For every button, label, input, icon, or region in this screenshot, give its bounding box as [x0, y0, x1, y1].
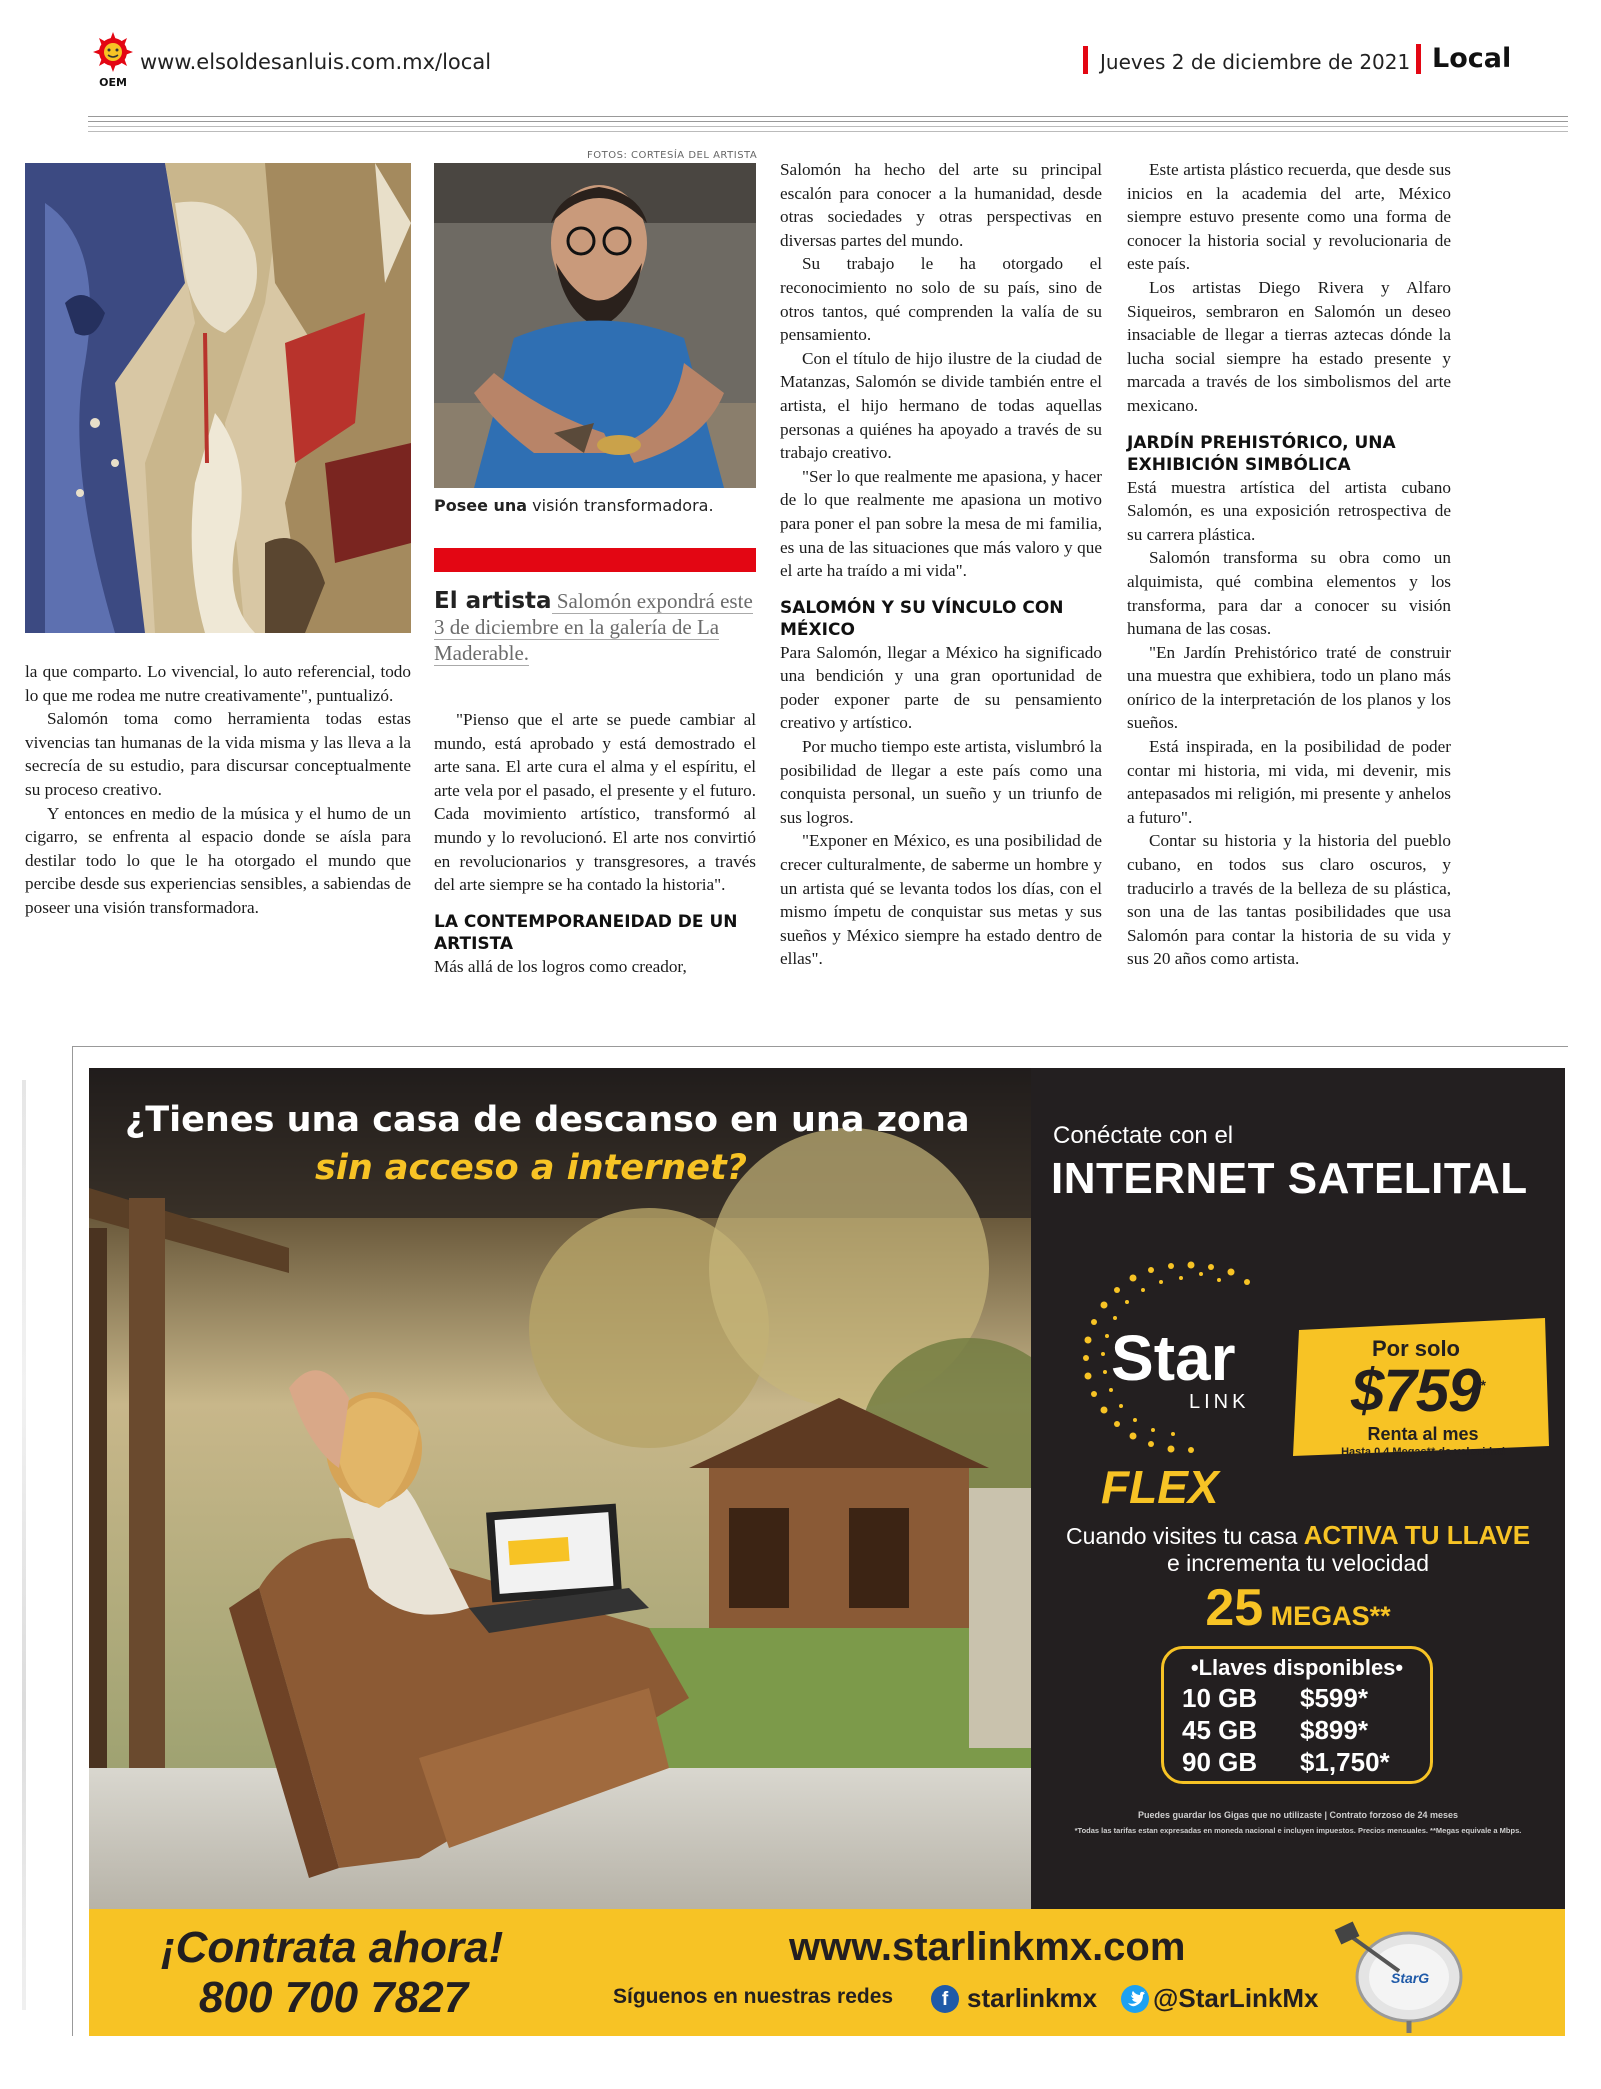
header-rule: [88, 116, 1568, 117]
paragraph: "En Jardín Prehistórico traté de construir una muestra que exhibiera, todo un plano más onírico de la interpretación de los planos y los sueños.: [1127, 642, 1451, 733]
subheading: LA CONTEMPORANEIDAD DE UN ARTISTA: [434, 911, 738, 954]
follow-text: Síguenos en nuestras redes: [613, 1985, 894, 2008]
painting-image: [25, 163, 411, 633]
starlink-logo-icon: [1071, 1258, 1311, 1518]
fine-print: *Todas las tarifas estan expresadas en moneda nacional e incluyen impuestos. Precios mensuales. **Megas equivale a Mbps.: [1074, 1826, 1522, 1835]
price-amount: $759: [1351, 1357, 1481, 1424]
starlink-advertisement[interactable]: [89, 1068, 1565, 2036]
paragraph: Salomón toma como herramienta todas estas vivencias tan humanas de la vida misma y las lleva a la secrecía de su estudio, para discursar conceptualmente su proceso creativo.: [25, 709, 411, 799]
photo-caption: [434, 496, 714, 515]
paragraph: "Ser lo que realmente me apasiona, y hacer de lo que realmente me apasiona un motivo para poner el pan sobre la mesa de mi familia, es una de las situaciones que más valoro y que el arte ha traído a mi vida".: [780, 466, 1102, 581]
keys-title: •Llaves disponibles•: [1190, 1655, 1404, 1680]
contract-now-text: ¡Contrata ahora!: [161, 1923, 504, 1972]
ad-headline: ¿Tienes una casa de descanso en una zona: [125, 1100, 970, 1140]
paragraph: Está muestra artística del artista cubano Salomón, es una exposición retrospectiva de su carrera plástica.: [1127, 477, 1451, 544]
section-label: Local: [1432, 43, 1512, 74]
ad-frame-rule: [72, 1046, 73, 2036]
issue-date: Jueves 2 de diciembre de 2021: [1100, 50, 1411, 74]
keys-box: [1161, 1646, 1433, 1784]
activate-key-text: ACTIVA TU LLAVE: [1303, 1520, 1531, 1550]
ad-frame-rule: [72, 1046, 1568, 1047]
ad-headline-highlight: sin acceso a internet?: [315, 1148, 747, 1188]
subheading: JARDÍN PREHISTÓRICO, UNA EXHIBICIÓN SIMBÓLICA: [1127, 432, 1396, 475]
speed-line: e incrementa tu velocidad: [1166, 1550, 1430, 1576]
paragraph: Contar su historia y la historia del pueblo cubano, en todos sus claro oscuros, y traducirlo a través de la belleza de su plástica, son una de las tantas posibilidades que usa Salomón para contar la historia de su vida y sus 20 años como artista.: [1127, 831, 1451, 969]
date-accent-bar: [1083, 46, 1088, 74]
paragraph: Salomón transforma su obra como un alquimista, qué combina elementos y los transforma, para dar a conocer su visión humana de las cosas.: [1127, 548, 1451, 639]
artist-photo: [434, 163, 756, 488]
page-header: [0, 0, 1601, 125]
satellite-dish-icon: [1329, 1915, 1479, 2033]
site-url[interactable]: www.elsoldesanluis.com.mx/local: [140, 50, 492, 74]
paragraph: Salomón ha hecho del arte su principal escalón para conocer a la humanidad, desde otras sociedades y otras perspectivas en diversas partes del mundo.: [780, 160, 1102, 250]
dish-label: StarG: [1391, 1970, 1430, 1986]
brand-flex: FLEX: [1101, 1461, 1219, 1513]
paragraph: Para Salomón, llegar a México ha significado una bendición y una gran oportunidad de poder exponer parte de su pensamiento creativo y artístico.: [780, 642, 1102, 733]
caption-text: visión transformadora.: [527, 496, 714, 515]
paragraph: Más allá de los logros como creador,: [434, 956, 687, 976]
connect-text: Conéctate con el: [1053, 1122, 1234, 1149]
header-rule: [88, 126, 1568, 127]
article-column-4: [1127, 158, 1451, 971]
pull-quote: [434, 588, 756, 666]
sun-logo-icon: [88, 30, 138, 90]
paragraph: Los artistas Diego Rivera y Alfaro Siqueiros, sembraron en Salomón un deseo insaciable de llegar a tierras aztecas dónde la lucha social siempre ha estado presente y marcada a través de los simbolismos del arte mexicano.: [1127, 277, 1451, 415]
key-price: $599*: [1300, 1683, 1368, 1713]
megas-line: [1031, 1578, 1565, 1638]
subheading: SALOMÓN Y SU VÍNCULO CON MÉXICO: [780, 597, 1064, 640]
section-accent-bar: [1416, 44, 1421, 74]
price-note: Hasta 0.4 Megas** de velocidad: [1341, 1446, 1505, 1458]
brand-link: LINK: [1189, 1391, 1250, 1413]
twitter-icon[interactable]: [1121, 1985, 1149, 2013]
megas-label: MEGAS**: [1263, 1601, 1391, 1631]
website-link[interactable]: www.starlinkmx.com: [789, 1925, 1186, 1969]
fine-print: Puedes guardar los Gigas que no utilizaste | Contrato forzoso de 24 meses: [1137, 1810, 1459, 1820]
paragraph: la que comparto. Lo vivencial, lo auto referencial, todo lo que me rodea me nutre creativamente", puntualizó.: [25, 662, 411, 705]
phone-number[interactable]: 800 700 7827: [199, 1973, 469, 2022]
brand-star: Star: [1111, 1322, 1236, 1394]
price-prefix: Por solo: [1371, 1336, 1460, 1361]
key-row: [1182, 1715, 1422, 1746]
price-asterisk: *: [1480, 1377, 1485, 1393]
article-column-3: [780, 158, 1102, 971]
article-column-1: [25, 660, 411, 920]
price-value: [1313, 1356, 1523, 1425]
key-size: 10 GB: [1182, 1683, 1258, 1713]
paragraph: "Pienso que el arte se puede cambiar al mundo, está aprobado y está demostrado el arte sana. El arte cura el alma y el espíritu, el arte vela por el pasado, el presente y el futuro. Cada movimiento artístico, transformó al mundo y lo revolucionó. El arte nos convirtió en revolucionarios y transgresores, a través del arte siempre se ha contado la historia".: [434, 710, 756, 895]
ad-offer-panel: [1031, 1068, 1565, 1909]
paragraph: "Exponer en México, es una posibilidad de crecer culturalmente, de saberme un hombre y un artista qué se levanta todos los días, con el mismo ímpetu de conquistar sus metas y sus sueños y México siempre ha estado dentro de ellas".: [780, 831, 1102, 969]
facebook-icon[interactable]: f: [931, 1985, 959, 2013]
logo-text: OEM: [99, 76, 127, 89]
pull-quote-text: Salomón expondrá este 3 de diciembre en la galería de La Maderable.: [434, 589, 753, 665]
megas-number: 25: [1205, 1579, 1264, 1637]
twitter-handle[interactable]: @StarLinkMx: [1153, 1983, 1319, 2013]
caption-bold: Posee una: [434, 496, 528, 515]
paragraph: Con el título de hijo ilustre de la ciudad de Matanzas, Salomón se divide también entre el artista, el hijo hermano de todas aquellas personas a quiénes ha apoyado a través de su trabajo creativo.: [780, 348, 1102, 463]
paragraph: Por mucho tiempo este artista, vislumbró la posibilidad de llegar a este país como una conquista personal, un sueño y un triunfo de sus logros.: [780, 737, 1102, 827]
visit-text: Cuando visites tu casa: [1065, 1523, 1304, 1549]
paragraph: Y entonces en medio de la música y el humo de un cigarro, se enfrenta al espacio donde se aísla para destilar todo lo que le ha otorgado el mundo que percibe desde sus experiencias sensibles, a sabiendas de poseer una visión transformadora.: [25, 803, 411, 917]
page-edge-strip: [22, 1080, 26, 2010]
key-size: 90 GB: [1182, 1747, 1258, 1777]
key-row: [1182, 1747, 1422, 1778]
key-price: $899*: [1300, 1715, 1368, 1745]
article-column-2: [434, 708, 756, 978]
facebook-handle[interactable]: starlinkmx: [967, 1983, 1098, 2013]
header-rule: [88, 131, 1568, 132]
red-accent-band: [434, 548, 756, 572]
paragraph: Está inspirada, en la posibilidad de poder contar mi historia, mi vida, mi devenir, mis antepasados mi religión, mi presente y anhelos a futuro".: [1127, 737, 1451, 827]
photo-credit: FOTOS: CORTESÍA DEL ARTISTA: [587, 150, 758, 161]
ad-photo-woman-laptop: [89, 1068, 1031, 1909]
visit-line: [1031, 1520, 1565, 1551]
service-title: INTERNET SATELITAL: [1051, 1154, 1528, 1203]
ad-contact-bar: [89, 1909, 1565, 2036]
key-row: [1182, 1683, 1422, 1714]
header-rule: [88, 121, 1568, 122]
key-price: $1,750*: [1300, 1747, 1390, 1777]
paragraph: Este artista plástico recuerda, que desde sus inicios en la academia del arte, México siempre estuvo presente como una forma de conocer la historia social y revolucionaria de este país.: [1127, 160, 1451, 274]
paragraph: Su trabajo le ha otorgado el reconocimiento no solo de su país, sino de otros tantos, qué comprenden la valía de su pensamiento.: [780, 254, 1102, 345]
pull-quote-lead: El artista: [434, 588, 552, 614]
price-period: Renta al mes: [1367, 1424, 1479, 1444]
key-size: 45 GB: [1182, 1715, 1258, 1745]
